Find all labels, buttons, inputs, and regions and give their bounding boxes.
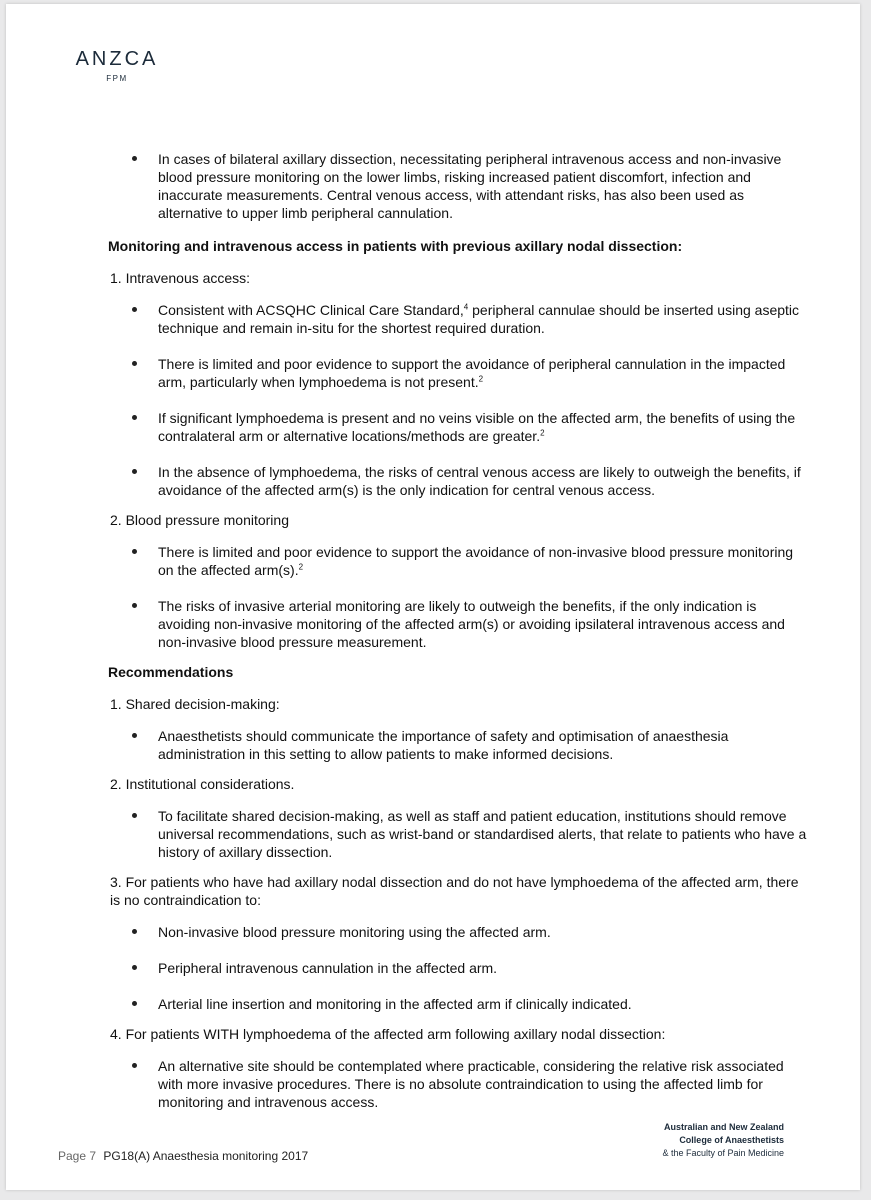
org-name-line1: Australian and New Zealand xyxy=(663,1122,784,1132)
bullet-item: Arterial line insertion and monitoring in the affected arm if clinically indicated. xyxy=(108,995,808,1013)
page-footer xyxy=(58,1149,308,1163)
document-body xyxy=(108,150,808,1111)
org-name-line3: & the Faculty of Pain Medicine xyxy=(662,1148,784,1158)
bullet-item: If significant lymphoedema is present and no veins visible on the affected arm, the benefits of using the contralateral arm or alternative locations/methods are greater.$^2$ xyxy=(108,409,808,445)
subsection-label: 1. Shared decision-making: xyxy=(110,696,280,712)
logo-main-text: ANZCA xyxy=(75,48,159,70)
college-footer-logo xyxy=(662,1121,784,1160)
subsection-label: 4. For patients WITH lymphoedema of the affected arm following axillary nodal dissection: xyxy=(110,1026,666,1042)
logo-sub-text: FPM xyxy=(106,74,128,83)
bullet-item: Peripheral intravenous cannulation in the affected arm. xyxy=(108,959,808,977)
org-name-line2: College of Anaesthetists xyxy=(679,1135,784,1145)
anzca-logo xyxy=(62,48,172,83)
bullet-item: In the absence of lymphoedema, the risks of central venous access are likely to outweigh the benefits, if avoidance of the affected arm(s) is the only indication for central venous access. xyxy=(108,463,808,499)
reference-mark: 2 xyxy=(540,428,545,438)
bullet-item: Anaesthetists should communicate the importance of safety and optimisation of anaesthesia administration in this setting to allow patients to make informed decisions. xyxy=(108,727,808,763)
bullet-list xyxy=(108,301,808,499)
bullet-item: Consistent with ACSQHC Clinical Care Standard,$^4$ peripheral cannulae should be inserted using aseptic technique and remain in-situ for the shortest required duration. xyxy=(108,301,808,337)
bullet-item: In cases of bilateral axillary dissection, necessitating peripheral intravenous access and non-invasive blood pressure monitoring on the lower limbs, risking increased patient discomfort, infection and inaccurate measurements. Central venous access, with attendant risks, has also been used as alternative to upper limb peripheral cannulation. xyxy=(108,150,808,222)
page-number: Page 7 xyxy=(58,1149,97,1163)
bullet-item: There is limited and poor evidence to support the avoidance of non-invasive blood pressure monitoring on the affected arm(s).$^2$ xyxy=(108,543,808,579)
section-heading: Recommendations xyxy=(108,664,234,680)
bullet-item: Non-invasive blood pressure monitoring using the affected arm. xyxy=(108,923,808,941)
bullet-item: The risks of invasive arterial monitoring are likely to outweigh the benefits, if the only indication is avoiding non-invasive monitoring of the affected arm(s) or avoiding ipsilateral intravenous access and non-invasive blood pressure measurement. xyxy=(108,597,808,651)
bullet-item: An alternative site should be contemplated where practicable, considering the relative risk associated with more invasive procedures. There is no absolute contraindication to using the affected limb for monitoring and intravenous access. xyxy=(108,1057,808,1111)
subsection-label: 3. For patients who have had axillary nodal dissection and do not have lymphoedema of the affected arm, there is no contraindication to: xyxy=(110,874,799,908)
bullet-item: To facilitate shared decision-making, as well as staff and patient education, institutions should remove universal recommendations, such as wrist-band or standardised alerts, that relate to patients who have a history of axillary dissection. xyxy=(108,807,808,861)
bullet-list xyxy=(108,923,808,1013)
bullet-list xyxy=(108,1057,808,1111)
document-page xyxy=(6,4,860,1190)
bullet-list xyxy=(108,727,808,763)
document-title: PG18(A) Anaesthesia monitoring 2017 xyxy=(103,1149,309,1163)
bullet-item: There is limited and poor evidence to support the avoidance of peripheral cannulation in the impacted arm, particularly when lymphoedema is not present.$^2$ xyxy=(108,355,808,391)
bullet-list xyxy=(108,807,808,861)
section-heading: Monitoring and intravenous access in patients with previous axillary nodal dissection: xyxy=(108,238,683,254)
subsection-label: 2. Blood pressure monitoring xyxy=(110,512,289,528)
reference-mark: 2 xyxy=(298,562,304,572)
subsection-label: 2. Institutional considerations. xyxy=(110,776,295,792)
subsection-label: 1. Intravenous access: xyxy=(110,270,251,286)
reference-mark: 2 xyxy=(478,374,484,384)
bullet-list xyxy=(108,543,808,651)
reference-mark: 4 xyxy=(463,302,469,312)
